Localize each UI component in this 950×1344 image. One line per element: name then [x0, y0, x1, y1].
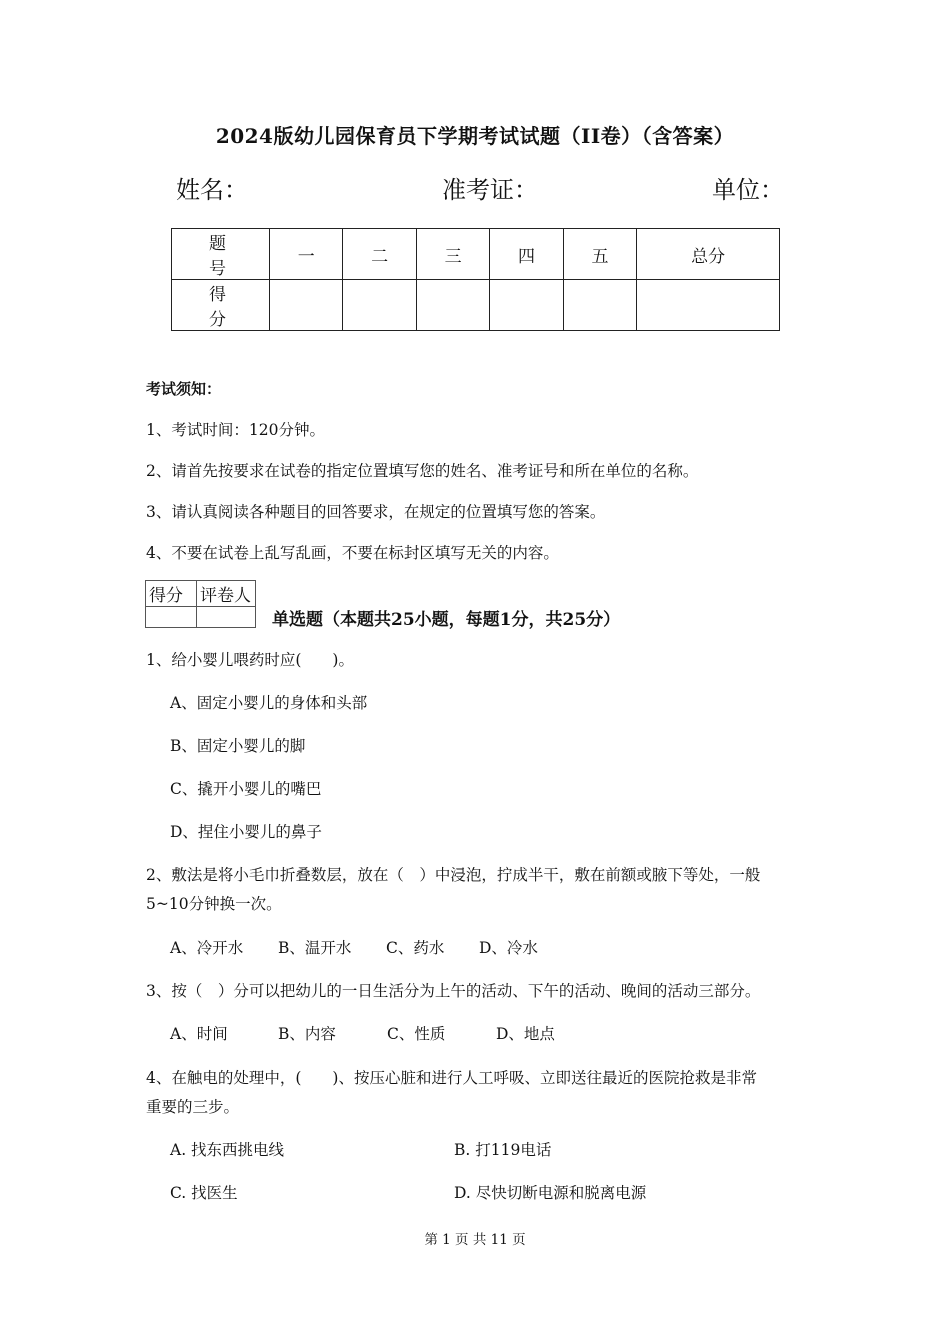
exam-id-label: 准考证： — [442, 176, 538, 204]
score-table-score-row — [172, 280, 780, 331]
question-3-option-a[interactable]: A、时间 — [170, 1025, 228, 1043]
grader-score-label: 得分 — [146, 581, 197, 607]
question-1-option-a[interactable]: A、固定小婴儿的身体和头部 — [170, 694, 368, 712]
grader-name-cell[interactable] — [197, 607, 256, 628]
question-3-stem: 3、按（ ）分可以把幼儿的一日生活分为上午的活动、下午的活动、晚间的活动三部分。 — [146, 982, 761, 1000]
question-1-stem: 1、给小婴儿喂药时应( )。 — [146, 651, 354, 669]
question-4-stem-cont: 重要的三步。 — [146, 1098, 240, 1116]
score-cell-4[interactable] — [490, 280, 563, 331]
question-1-option-c[interactable]: C、撬开小婴儿的嘴巴 — [170, 780, 322, 798]
column-2: 二 — [343, 229, 416, 280]
page-number: 第 1 页 共 11 页 — [424, 1232, 526, 1248]
score-cell-5[interactable] — [563, 280, 636, 331]
question-2-option-c[interactable]: C、药水 — [386, 939, 445, 957]
notice-item: 1、考试时间：120分钟。 — [146, 421, 325, 439]
score-cell-3[interactable] — [416, 280, 489, 331]
column-total: 总分 — [637, 229, 780, 280]
grader-name-label: 评卷人 — [197, 581, 256, 607]
notice-title: 考试须知： — [146, 380, 222, 398]
question-4-stem: 4、在触电的处理中，( )、按压心脏和进行人工呼吸、立即送往最近的医院抢救是非常 — [146, 1069, 757, 1087]
question-2-option-d[interactable]: D、冷水 — [479, 939, 538, 957]
unit-label: 单位： — [712, 176, 784, 204]
column-4: 四 — [490, 229, 563, 280]
score-cell-2[interactable] — [343, 280, 416, 331]
notice-item: 2、请首先按要求在试卷的指定位置填写您的姓名、准考证号和所在单位的名称。 — [146, 462, 699, 480]
name-label: 姓名： — [176, 176, 248, 204]
score-cell-total[interactable] — [637, 280, 780, 331]
column-1: 一 — [270, 229, 343, 280]
question-4-option-a[interactable]: A. 找东西挑电线 — [170, 1141, 285, 1159]
notice-item: 4、不要在试卷上乱写乱画，不要在标封区填写无关的内容。 — [146, 544, 559, 562]
question-3-option-b[interactable]: B、内容 — [278, 1025, 336, 1043]
column-3: 三 — [416, 229, 489, 280]
question-3-option-c[interactable]: C、性质 — [387, 1025, 446, 1043]
score-label: 得 分 — [172, 280, 270, 331]
grader-score-cell[interactable] — [146, 607, 197, 628]
section-title: 单选题（本题共25小题，每题1分，共25分） — [272, 610, 621, 630]
question-2-stem-cont: 5~10分钟换一次。 — [146, 895, 282, 913]
question-4-option-c[interactable]: C. 找医生 — [170, 1184, 238, 1202]
score-table — [171, 228, 780, 331]
question-2-option-b[interactable]: B、温开水 — [278, 939, 352, 957]
question-1-option-b[interactable]: B、固定小婴儿的脚 — [170, 737, 306, 755]
question-3-option-d[interactable]: D、地点 — [496, 1025, 555, 1043]
score-table-header-row — [172, 229, 780, 280]
question-2-stem: 2、敷法是将小毛巾折叠数层，放在（ ）中浸泡，拧成半干，敷在前额或腋下等处，一般 — [146, 866, 761, 884]
question-number-label: 题 号 — [172, 229, 270, 280]
column-5: 五 — [563, 229, 636, 280]
notice-item: 3、请认真阅读各种题目的回答要求，在规定的位置填写您的答案。 — [146, 503, 606, 521]
score-cell-1[interactable] — [270, 280, 343, 331]
question-1-option-d[interactable]: D、捏住小婴儿的鼻子 — [170, 823, 322, 841]
exam-title: 2024版幼儿园保育员下学期考试试题（II卷）（含答案） — [215, 124, 735, 148]
question-2-option-a[interactable]: A、冷开水 — [170, 939, 244, 957]
question-4-option-d[interactable]: D. 尽快切断电源和脱离电源 — [454, 1184, 647, 1202]
question-4-option-b[interactable]: B. 打119电话 — [454, 1141, 552, 1159]
grader-box — [145, 580, 256, 628]
